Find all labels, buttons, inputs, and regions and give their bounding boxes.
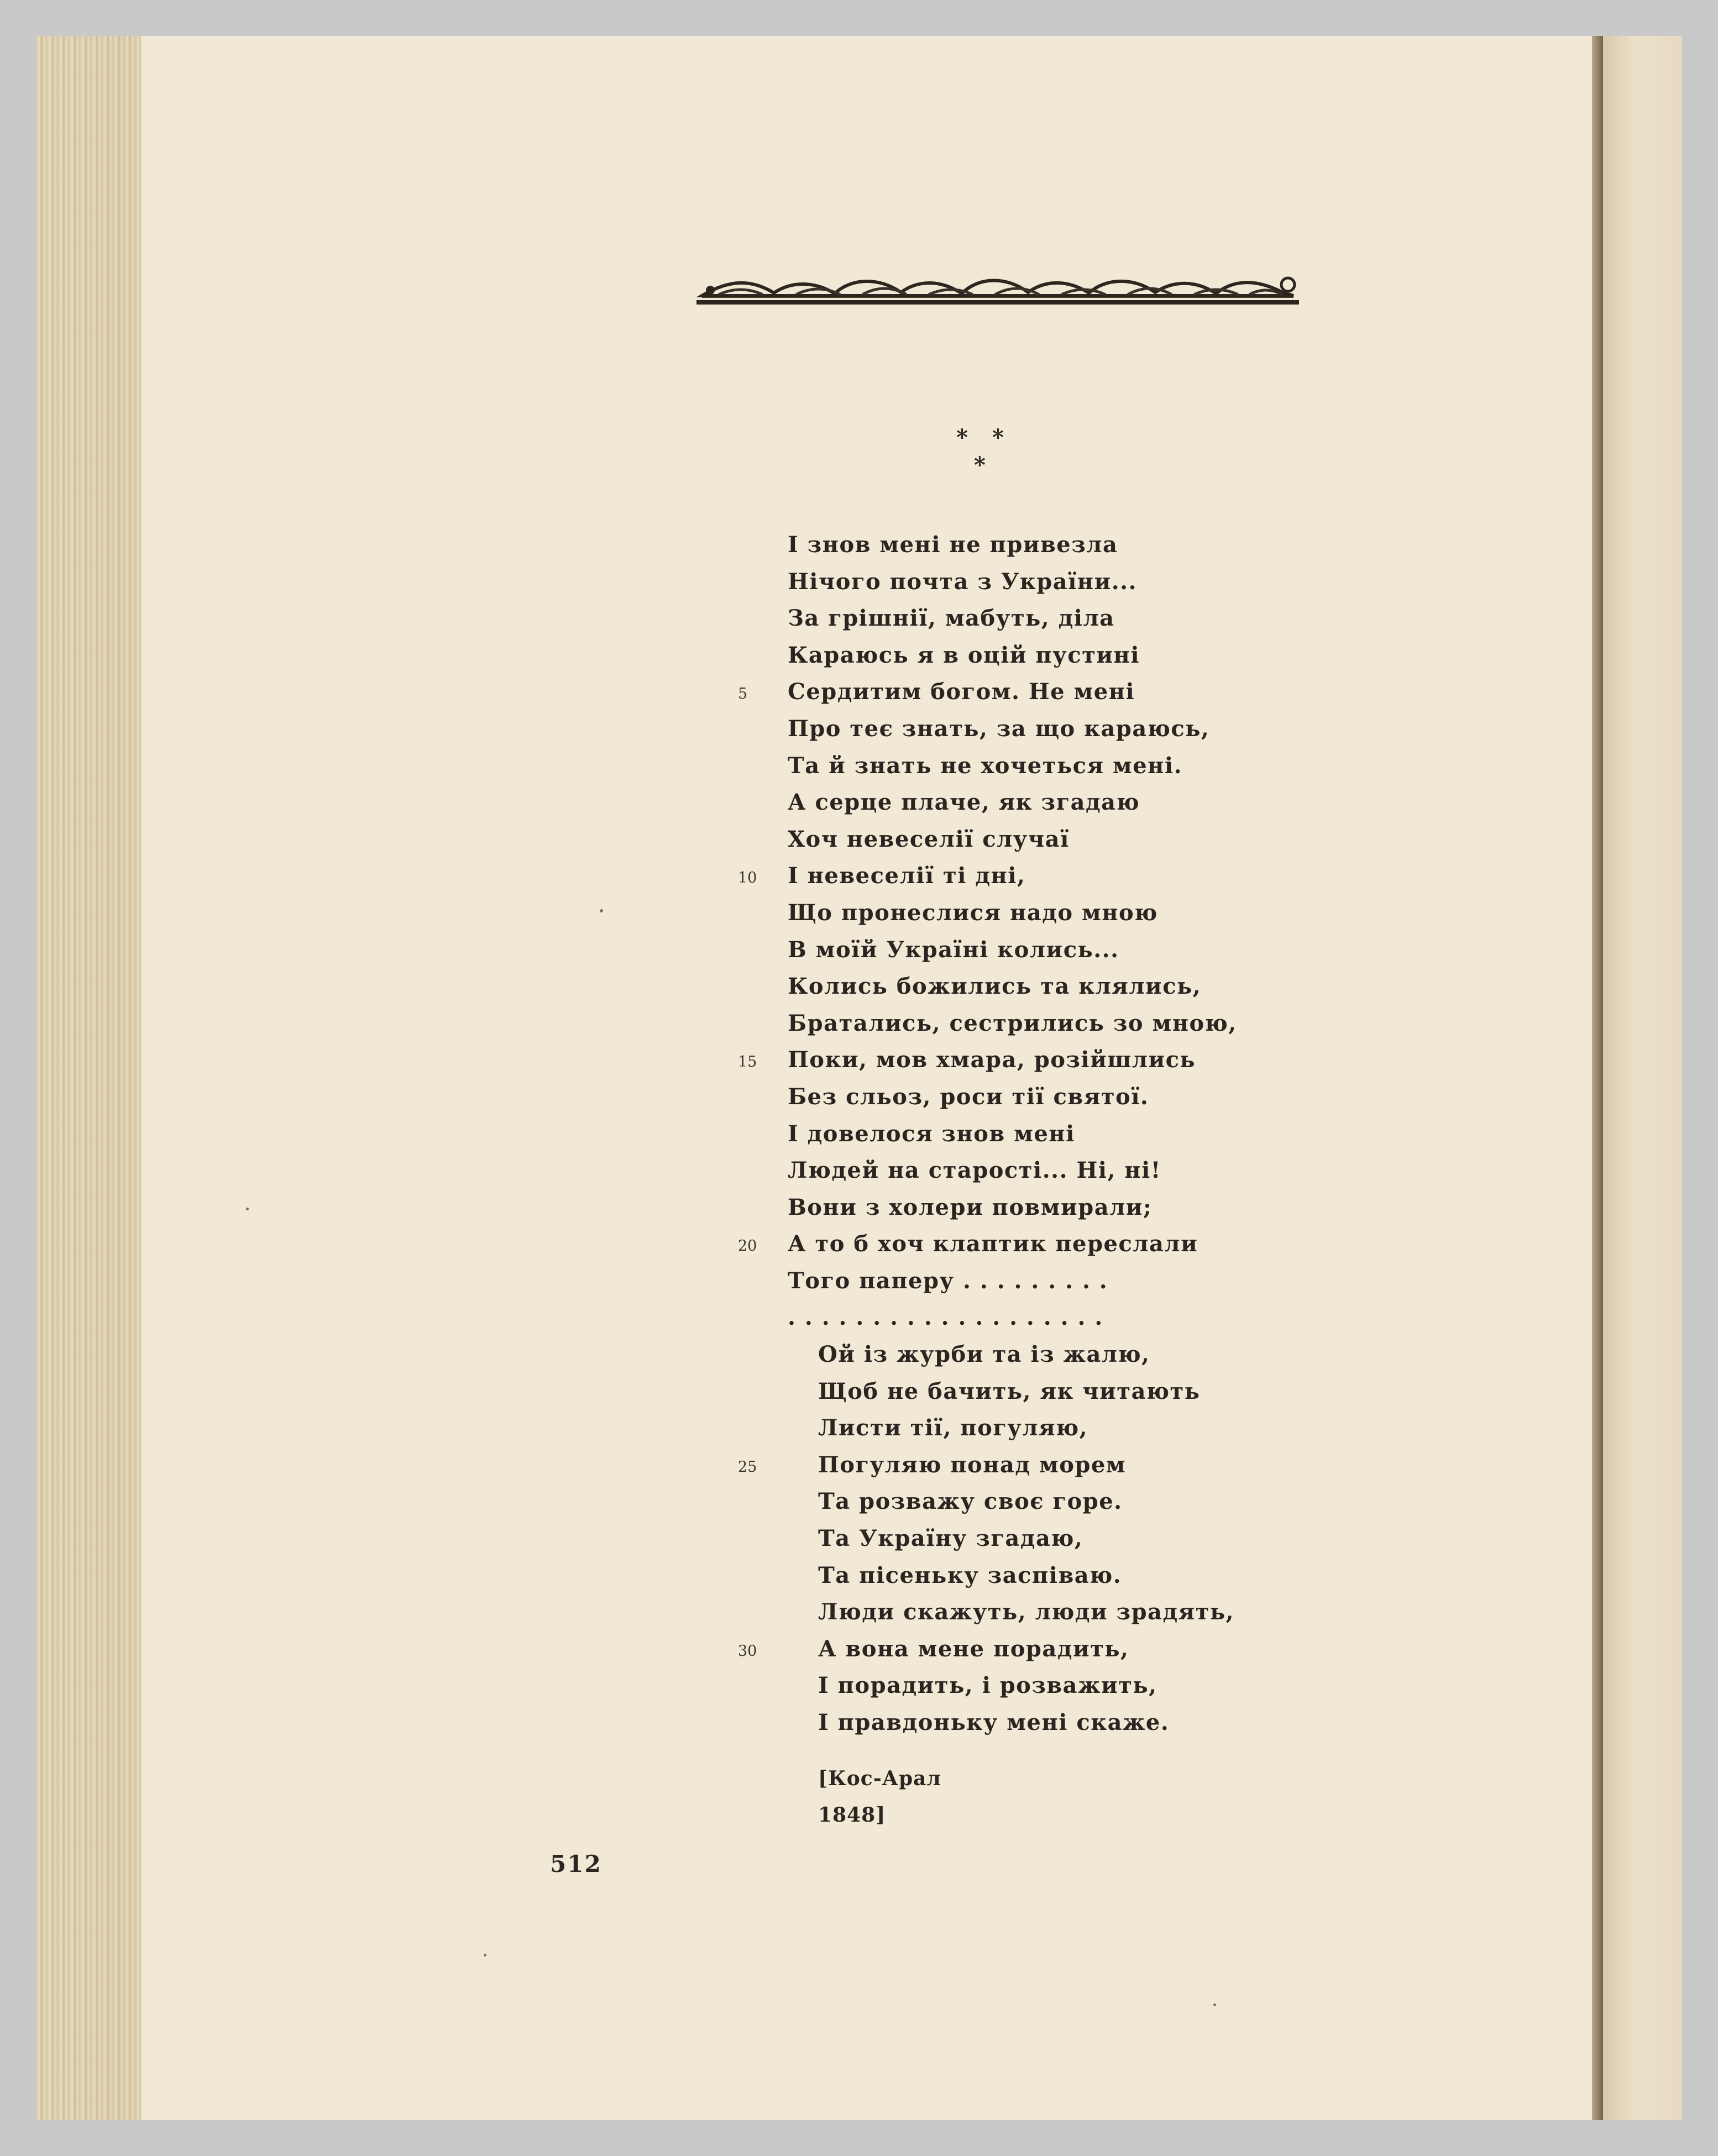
poem-line [716, 564, 1269, 601]
poem-line-text: Того паперу . . . . . . . . . [788, 1267, 1108, 1294]
poem-line [716, 1079, 1269, 1116]
poem-line-text: Нічого почта з України... [788, 568, 1138, 595]
poem-line [716, 1226, 1269, 1263]
poem-line-text: Люди скажуть, люди зрадять, [818, 1599, 1235, 1625]
line-number: 5 [738, 685, 748, 703]
paper-speck [246, 1208, 249, 1210]
poem-line [716, 1299, 1269, 1336]
asterism-glyph [942, 423, 1020, 478]
paper-speck [1213, 2003, 1216, 2006]
poem-line-text: Без сльоз, роси тії святої. [788, 1083, 1149, 1110]
poem-line-text: Листи тії, погуляю, [818, 1415, 1088, 1441]
poem-line-text: . . . . . . . . . . . . . . . . . . . [788, 1304, 1103, 1331]
poem-line [716, 1116, 1269, 1153]
poem-line-text: І правдоньку мені скаже. [818, 1709, 1170, 1735]
poem-line [716, 1483, 1269, 1520]
paper-speck [484, 1954, 486, 1956]
poem-line-text: Що пронеслися надо мною [788, 899, 1158, 926]
poem-line [716, 1005, 1269, 1042]
page-number: 512 [550, 1850, 602, 1877]
poem-line-text: Ой із журби та із жалю, [818, 1341, 1150, 1368]
svg-text:*: * [956, 424, 968, 450]
poem-line-text: Людей на старості... Ні, ні! [788, 1157, 1161, 1184]
poem-line-text: Вони з холери повмирали; [788, 1194, 1153, 1220]
poem-line [716, 1557, 1269, 1594]
poem-line [716, 1336, 1269, 1373]
dateline-place: [Кос-Арал [818, 1767, 941, 1790]
dateline-year: 1848] [818, 1803, 886, 1827]
poem-line-text: Погуляю понад морем [818, 1451, 1127, 1478]
poem-line [716, 784, 1269, 821]
poem-line [716, 1152, 1269, 1189]
poem-line [716, 1667, 1269, 1704]
poem-line [716, 637, 1269, 674]
poem-line [716, 1189, 1269, 1226]
page-edges [36, 36, 141, 2120]
poem-text [716, 527, 1269, 1741]
poem-line-text: Та пісеньку заспіваю. [818, 1562, 1122, 1588]
decorative-headpiece [696, 268, 1299, 318]
poem-line-text: А то б хоч клаптик переслали [788, 1231, 1198, 1257]
poem-line [716, 748, 1269, 785]
poem-line [716, 1447, 1269, 1484]
poem-line-text: Братались, сестрились зо мною, [788, 1010, 1237, 1036]
line-number: 10 [738, 869, 757, 887]
poem-line-text: Караюсь я в оцій пустині [788, 642, 1140, 668]
poem-line-text: Та й знать не хочеться мені. [788, 752, 1183, 779]
poem-line [716, 895, 1269, 932]
line-number: 15 [738, 1053, 757, 1071]
poem-line [716, 858, 1269, 895]
poem-line-text: За грішнії, мабуть, діла [788, 605, 1115, 632]
line-number: 30 [738, 1642, 757, 1660]
poem-line-text: Сердитим богом. Не мені [788, 679, 1135, 705]
poem-line [716, 1704, 1269, 1741]
poem-line [716, 932, 1269, 969]
gutter-shadow [1592, 36, 1603, 2120]
poem-line [716, 1263, 1269, 1300]
asterism [942, 423, 1020, 478]
poem-line-text: Колись божились та клялись, [788, 973, 1202, 1000]
poem-line-text: І знов мені не привезла [788, 532, 1118, 558]
line-number: 20 [738, 1237, 757, 1255]
poem-line [716, 1594, 1269, 1631]
poem-line-text: Та Україну згадаю, [818, 1525, 1083, 1552]
line-number: 25 [738, 1458, 757, 1476]
poem-line-text: Та розважу своє горе. [818, 1488, 1123, 1515]
poem-line-text: І порадить, і розважить, [818, 1672, 1157, 1699]
poem-line [716, 1373, 1269, 1410]
poem-line [716, 674, 1269, 711]
poem-line [716, 1520, 1269, 1557]
poem-line [716, 1410, 1269, 1447]
poem-line-text: А серце плаче, як згадаю [788, 789, 1140, 816]
poem-line-text: А вона мене порадить, [818, 1635, 1129, 1662]
adjacent-page-edge [1603, 36, 1682, 2120]
svg-text:*: * [974, 452, 986, 478]
poem-line-text: Щоб не бачить, як читають [818, 1378, 1201, 1404]
poem-line-text: Про теє знать, за що караюсь, [788, 715, 1210, 742]
poem-line-text: Хоч невеселії случаї [788, 826, 1070, 852]
poem-line-text: І невеселії ті дні, [788, 863, 1026, 889]
scanned-book-spread [36, 36, 1682, 2120]
poem-line-text: Поки, мов хмара, розійшлись [788, 1047, 1196, 1073]
poem-line-text: В моїй Україні колись... [788, 936, 1119, 963]
poem-line [716, 821, 1269, 858]
poem-line [716, 527, 1269, 564]
paper-speck [600, 909, 603, 912]
poem-line [716, 711, 1269, 748]
poem-line [716, 600, 1269, 637]
dateline [818, 1760, 941, 1833]
poem-line-text: І довелося знов мені [788, 1120, 1075, 1147]
poem-line [716, 968, 1269, 1005]
svg-text:*: * [992, 424, 1004, 450]
poem-line [716, 1042, 1269, 1079]
poem-line [716, 1631, 1269, 1668]
